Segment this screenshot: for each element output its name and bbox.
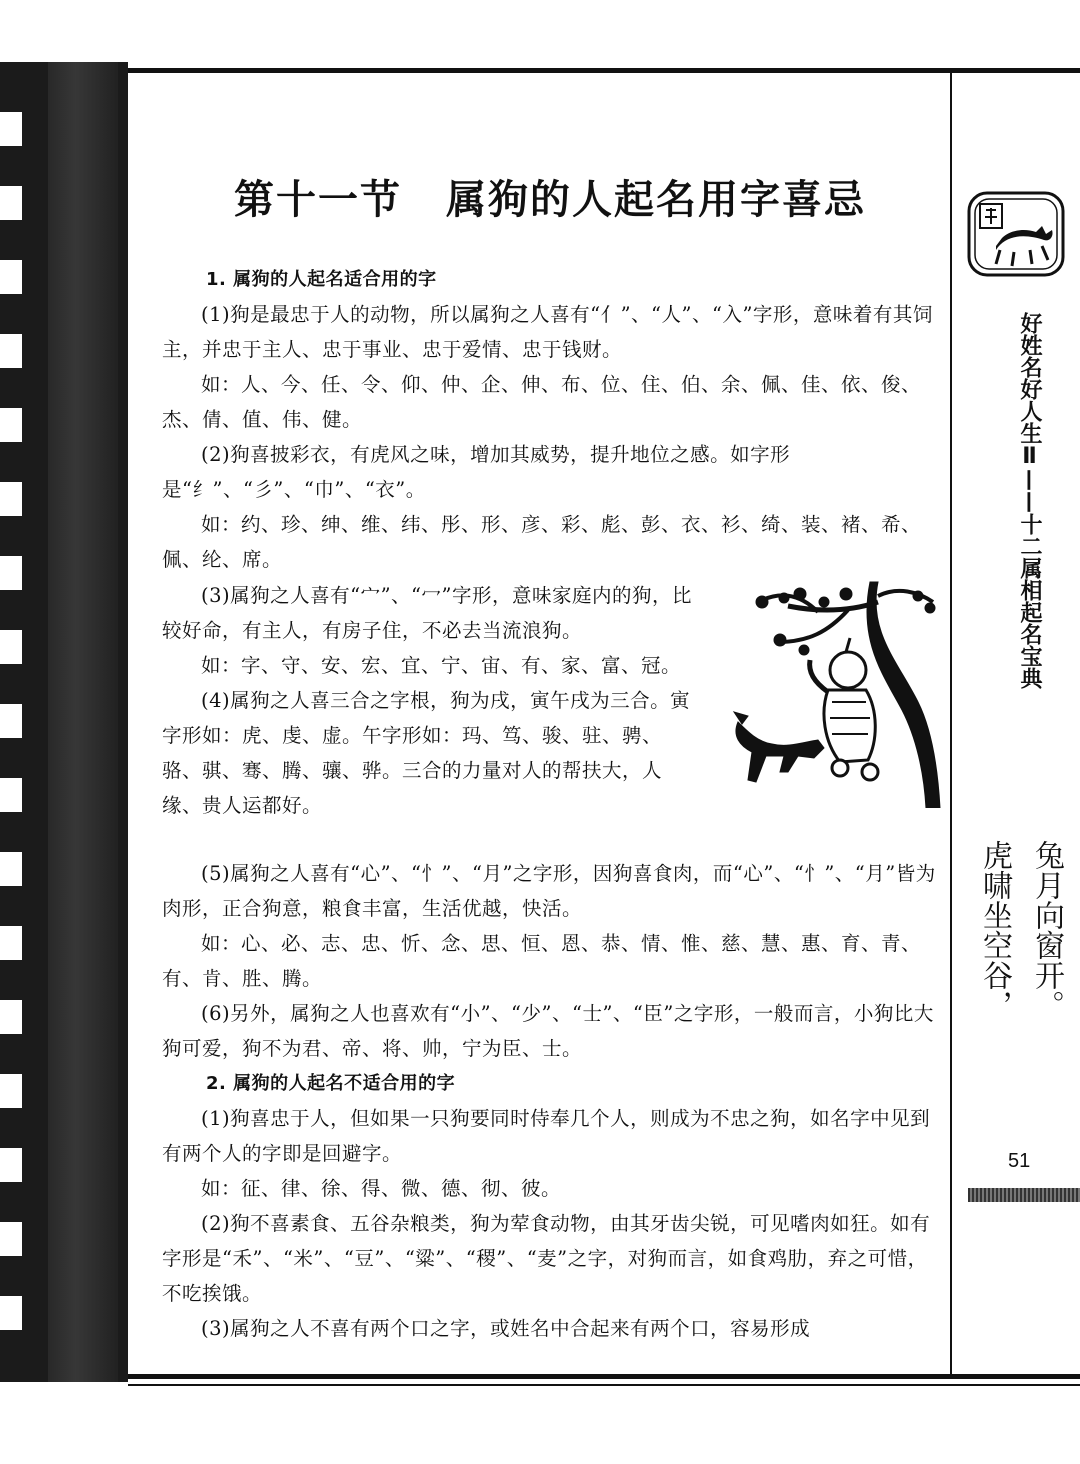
- film-hole: [0, 408, 22, 442]
- example-list: 如：心、必、志、忠、忻、念、思、恒、恩、恭、情、惟、慈、慧、惠、育、青、有、肯、胜、腾。: [162, 932, 922, 990]
- page-number: 51: [1008, 1150, 1031, 1172]
- film-hole: [0, 926, 22, 960]
- chapter-title: [0, 168, 1080, 225]
- subheading-suitable: 1. 属狗的人起名适合用的字: [206, 269, 437, 290]
- film-hole: [0, 112, 22, 146]
- body-text-upper: [162, 262, 940, 577]
- paragraph: (3)属狗之人喜有“宀”、“冖”字形，意味家庭内的狗，比较好命，有主人，有房子住，不必去当流浪狗。: [162, 584, 692, 642]
- film-hole: [0, 1074, 22, 1108]
- bottom-rule: [128, 1374, 1080, 1379]
- paragraph: (2)狗喜披彩衣，有虎风之味，增加其威势，提升地位之感。如字形是“纟”、“彡”、“巾”、“衣”。: [162, 443, 791, 501]
- film-hole: [0, 630, 22, 664]
- tiger-emblem-icon: [966, 190, 1066, 278]
- film-hole: [0, 704, 22, 738]
- papercut-illustration: [728, 572, 950, 808]
- film-hole: [0, 482, 22, 516]
- film-hole: [0, 1222, 22, 1256]
- film-hole: [0, 852, 22, 886]
- film-hole: [0, 556, 22, 590]
- paragraph: (1)狗喜忠于人，但如果一只狗要同时侍奉几个人，则成为不忠之狗，如名字中见到有两个人的字即是回避字。: [162, 1107, 931, 1165]
- paragraph: (3)属狗之人不喜有两个口之字，或姓名中合起来有两个口，容易形成: [201, 1317, 811, 1340]
- film-hole: [0, 1148, 22, 1182]
- page-number-bar: [968, 1188, 1080, 1202]
- film-hole: [0, 334, 22, 368]
- body-text-narrow: [162, 578, 692, 823]
- film-hole: [0, 260, 22, 294]
- paragraph: (1)狗是最忠于人的动物，所以属狗之人喜有“亻”、“人”、“入”字形，意味着有其饲主，并忠于主人、忠于事业、忠于爱情、忠于钱财。: [162, 303, 933, 361]
- film-strip-decoration: [0, 62, 128, 1382]
- example-list: 如：约、珍、绅、维、纬、彤、形、彦、彩、彪、彭、衣、衫、绮、装、褚、希、佩、纶、席。: [162, 513, 922, 571]
- example-list: 如：字、守、安、宏、宜、宁、宙、有、家、富、冠。: [201, 654, 682, 677]
- film-hole: [0, 778, 22, 812]
- subheading-unsuitable: 2. 属狗的人起名不适合用的字: [206, 1073, 456, 1094]
- body-text-lower: [162, 856, 940, 1346]
- film-hole: [0, 1296, 22, 1330]
- film-hole: [0, 1000, 22, 1034]
- paragraph: (6)另外，属狗之人也喜欢有“小”、“少”、“士”、“臣”之字形，一般而言，小狗比大狗可爱，狗不为君、帝、将、帅，宁为臣、士。: [162, 1002, 934, 1060]
- example-list: 如：人、今、任、令、仰、仲、企、伸、布、位、住、伯、余、佩、佳、依、俊、杰、倩、值、伟、健。: [162, 373, 922, 431]
- poem-line-2: 虎啸坐空谷，: [977, 840, 1012, 1020]
- example-list: 如：征、律、徐、得、微、德、彻、彼。: [201, 1177, 562, 1200]
- paragraph: (2)狗不喜素食、五谷杂粮类，狗为荤食动物，由其牙齿尖锐，可见嗜肉如狂。如有字形是“禾”、“米”、“豆”、“粱”、“稷”、“麦”之字，对狗而言，如食鸡肋，弃之可惜，不吃挨饿。: [162, 1212, 931, 1305]
- section-title: 属狗的人起名用字喜忌: [446, 177, 866, 223]
- poem-line-1: 兔月向窗开。: [1029, 840, 1064, 1020]
- bottom-rule-thin: [128, 1384, 1080, 1386]
- paragraph: (5)属狗之人喜有“心”、“忄”、“月”之字形，因狗喜食肉，而“心”、“忄”、“月”皆为肉形，正合狗意，粮食丰富，生活优越，快活。: [162, 862, 936, 920]
- section-number: 第十一节: [234, 177, 402, 223]
- film-strip-texture: [48, 62, 118, 1382]
- book-side-title: 好姓名好人生Ⅱ——十二属相起名宝典: [1017, 312, 1042, 689]
- paragraph: (4)属狗之人喜三合之字根，狗为戌，寅午戌为三合。寅字形如：虎、虔、虚。午字形如：玛、笃、骏、驻、骋、骆、骐、骞、腾、骧、骅。三合的力量对人的帮扶大，人缘、贵人运都好。: [162, 689, 691, 817]
